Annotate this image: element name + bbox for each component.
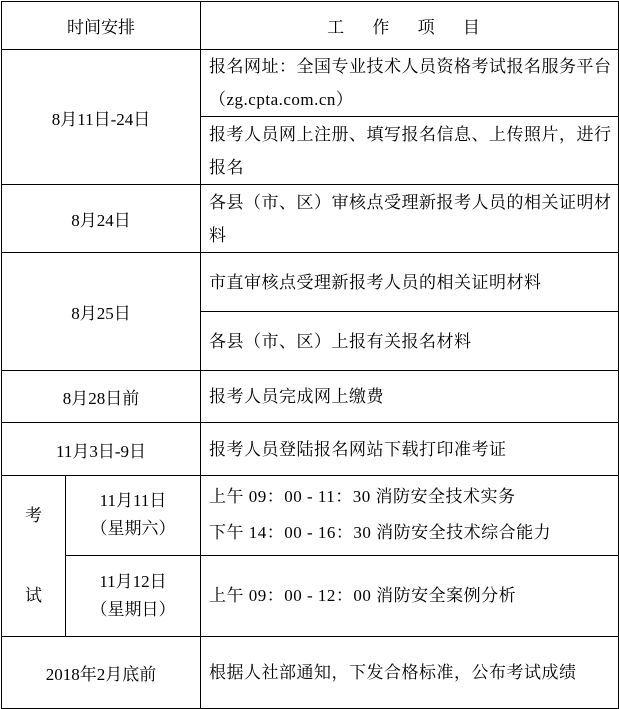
schedule-table: [1, 1, 619, 709]
date-cell: 8月25日: [2, 253, 201, 371]
exam-weekday: （星期日）: [90, 599, 176, 619]
exam-label: [2, 476, 66, 637]
table-row: [2, 637, 619, 709]
exam-label-top: 考: [25, 506, 42, 525]
table-row: [2, 50, 619, 117]
exam-row: [2, 476, 619, 556]
work-cell: 报考人员完成网上缴费: [201, 371, 619, 423]
header-work: 工 作 项 目: [201, 2, 619, 50]
table-row: [2, 185, 619, 253]
date-cell: 8月11日-24日: [2, 50, 201, 185]
work-cell: 各县（市、区）审核点受理新报考人员的相关证明材料: [201, 185, 619, 253]
work-cell: 市直审核点受理新报考人员的相关证明材料: [201, 253, 619, 312]
work-cell: 报考人员网上注册、填写报名信息、上传照片，进行报名: [201, 117, 619, 185]
exam-date: 11月11日: [99, 491, 167, 511]
exam-date: 11月12日: [99, 571, 167, 591]
exam-sessions: [201, 555, 619, 636]
table-row: [2, 371, 619, 423]
exam-weekday: （星期六）: [90, 519, 176, 539]
table-row: [2, 253, 619, 312]
work-cell: 根据人社部通知，下发合格标准，公布考试成绩: [201, 637, 619, 709]
date-cell: 8月24日: [2, 185, 201, 253]
date-cell: 11月3日-9日: [2, 423, 201, 476]
work-cell: 各县（市、区）上报有关报名材料: [201, 312, 619, 371]
exam-session: 下午 14：00 - 16：30 消防安全技术综合能力: [209, 523, 552, 543]
date-cell: 2018年2月底前: [2, 637, 201, 709]
header-time: 时间安排: [2, 2, 201, 50]
exam-label-bottom: 试: [25, 586, 42, 605]
exam-session: 上午 09：00 - 12：00 消防安全案例分析: [209, 585, 517, 605]
exam-row: [2, 555, 619, 636]
work-cell: 报考人员登陆报名网站下载打印准考证: [201, 423, 619, 476]
exam-sessions: [201, 476, 619, 556]
work-cell: 报名网址：全国专业技术人员资格考试报名服务平台（zg.cpta.com.cn）: [201, 50, 619, 117]
table-row: [2, 423, 619, 476]
header-row: [2, 2, 619, 50]
exam-date-cell: [66, 555, 201, 636]
date-cell: 8月28日前: [2, 371, 201, 423]
exam-session: 上午 09：00 - 11：30 消防安全技术实务: [209, 487, 516, 507]
exam-date-cell: [66, 476, 201, 556]
